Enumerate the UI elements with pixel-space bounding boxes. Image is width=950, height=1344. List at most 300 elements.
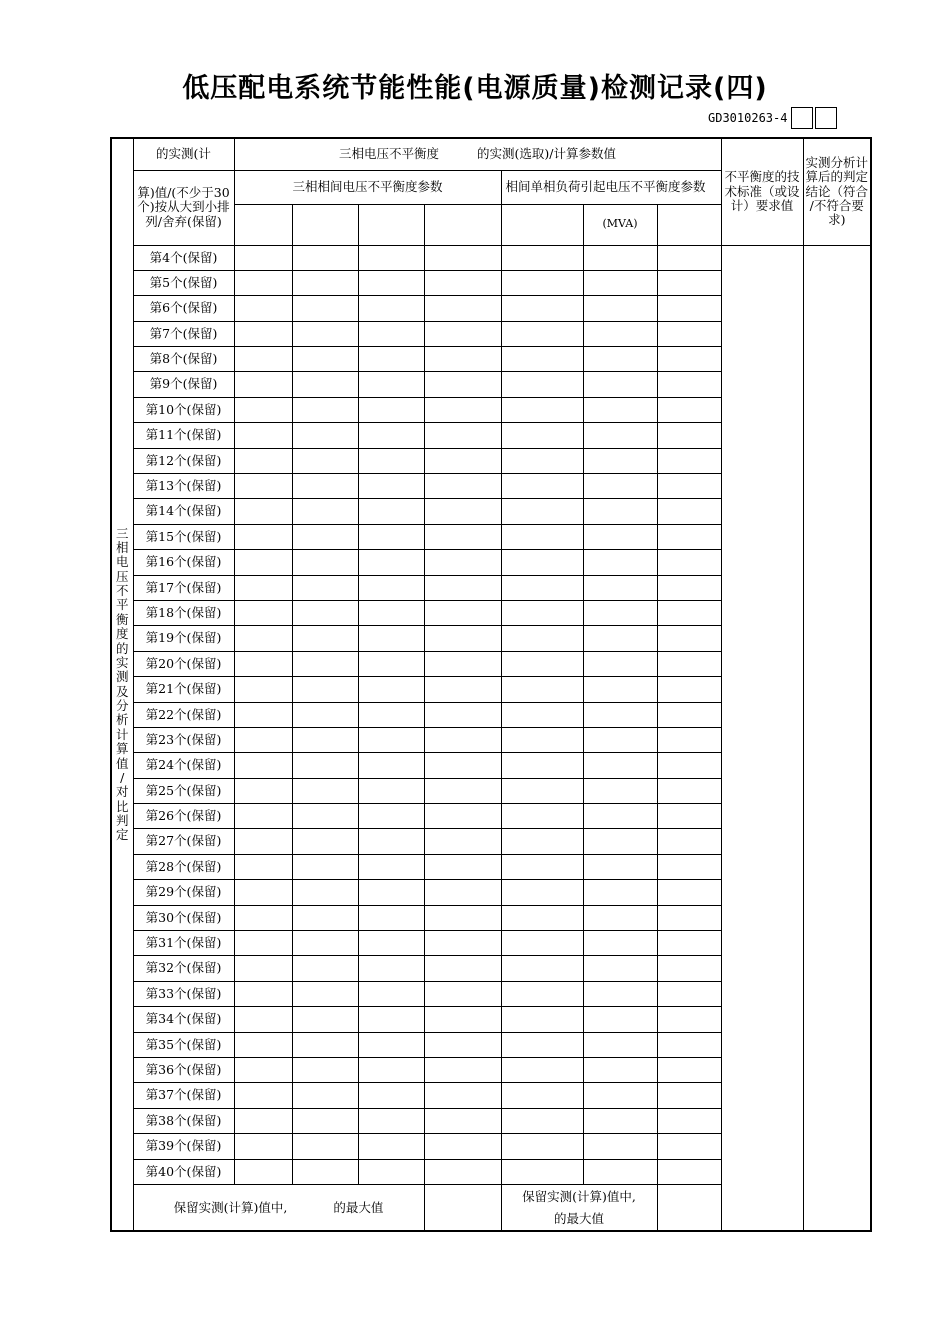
data-cell[interactable] [657, 677, 721, 702]
data-cell[interactable] [234, 905, 292, 930]
data-cell[interactable] [501, 499, 583, 524]
data-cell[interactable] [583, 1058, 657, 1083]
row-label: 第10个(保留) [133, 397, 234, 422]
data-cell[interactable] [424, 854, 501, 879]
data-cell[interactable] [292, 1159, 358, 1184]
data-cell[interactable] [234, 702, 292, 727]
data-cell[interactable] [292, 423, 358, 448]
data-cell[interactable] [424, 474, 501, 499]
data-cell[interactable] [234, 677, 292, 702]
data-cell[interactable] [292, 321, 358, 346]
data-cell[interactable] [358, 270, 424, 295]
data-cell[interactable] [501, 1007, 583, 1032]
data-cell[interactable] [583, 1032, 657, 1057]
data-cell[interactable] [292, 474, 358, 499]
data-cell[interactable] [657, 1058, 721, 1083]
data-cell[interactable] [292, 981, 358, 1006]
data-cell[interactable] [657, 423, 721, 448]
data-cell[interactable] [424, 1083, 501, 1108]
row-label: 第18个(保留) [133, 600, 234, 625]
data-cell[interactable] [234, 397, 292, 422]
data-cell[interactable] [657, 880, 721, 905]
data-cell[interactable] [657, 829, 721, 854]
row-label: 第14个(保留) [133, 499, 234, 524]
data-cell[interactable] [358, 804, 424, 829]
data-cell[interactable] [501, 474, 583, 499]
data-cell[interactable] [234, 600, 292, 625]
data-cell[interactable] [358, 575, 424, 600]
data-cell[interactable] [234, 981, 292, 1006]
data-cell[interactable] [657, 956, 721, 981]
data-cell[interactable] [234, 804, 292, 829]
data-cell[interactable] [501, 956, 583, 981]
conclusion-value-cell[interactable] [803, 245, 871, 1231]
side-label-char: 不 [115, 583, 129, 599]
data-cell[interactable] [424, 550, 501, 575]
data-cell[interactable] [292, 270, 358, 295]
data-cell[interactable] [657, 474, 721, 499]
data-cell[interactable] [358, 1108, 424, 1133]
data-cell[interactable] [292, 727, 358, 752]
data-cell[interactable] [501, 372, 583, 397]
data-cell[interactable] [358, 321, 424, 346]
data-cell[interactable] [501, 397, 583, 422]
data-cell[interactable] [424, 1134, 501, 1159]
data-cell[interactable] [657, 981, 721, 1006]
data-cell[interactable] [657, 702, 721, 727]
data-cell[interactable] [583, 804, 657, 829]
data-cell[interactable] [583, 347, 657, 372]
data-cell[interactable] [358, 347, 424, 372]
side-label-char: 相 [115, 539, 129, 555]
data-cell[interactable] [657, 575, 721, 600]
data-cell[interactable] [292, 1108, 358, 1133]
side-label-cell [111, 138, 133, 1231]
data-cell[interactable] [358, 296, 424, 321]
header-blank-cell[interactable] [234, 204, 292, 245]
data-cell[interactable] [424, 1007, 501, 1032]
data-cell[interactable] [657, 397, 721, 422]
footer-left-label [133, 1184, 424, 1231]
row-label: 第37个(保留) [133, 1083, 234, 1108]
data-cell[interactable] [234, 321, 292, 346]
data-cell[interactable] [501, 804, 583, 829]
data-cell[interactable] [501, 778, 583, 803]
data-cell[interactable] [424, 626, 501, 651]
row-label: 第31个(保留) [133, 931, 234, 956]
data-cell[interactable] [358, 931, 424, 956]
data-cell[interactable] [234, 854, 292, 879]
data-cell[interactable] [424, 423, 501, 448]
data-cell[interactable] [358, 474, 424, 499]
data-cell[interactable] [501, 753, 583, 778]
side-label-char: 算 [115, 741, 129, 757]
data-cell[interactable] [501, 651, 583, 676]
row-label: 第29个(保留) [133, 880, 234, 905]
data-cell[interactable] [358, 397, 424, 422]
data-cell[interactable] [501, 550, 583, 575]
data-cell[interactable] [358, 753, 424, 778]
data-cell[interactable] [358, 702, 424, 727]
data-cell[interactable] [292, 550, 358, 575]
data-cell[interactable] [583, 474, 657, 499]
data-cell[interactable] [234, 931, 292, 956]
row-label: 第23个(保留) [133, 727, 234, 752]
data-cell[interactable] [234, 499, 292, 524]
data-cell[interactable] [501, 448, 583, 473]
data-cell[interactable] [358, 778, 424, 803]
data-cell[interactable] [583, 905, 657, 930]
row-label: 第13个(保留) [133, 474, 234, 499]
data-cell[interactable] [424, 651, 501, 676]
data-cell[interactable] [424, 1058, 501, 1083]
data-cell[interactable] [583, 651, 657, 676]
data-cell[interactable] [424, 804, 501, 829]
data-cell[interactable] [657, 296, 721, 321]
data-cell[interactable] [234, 1007, 292, 1032]
data-cell[interactable] [292, 778, 358, 803]
data-cell[interactable] [501, 575, 583, 600]
data-cell[interactable] [657, 499, 721, 524]
side-label-char: 析 [115, 712, 129, 728]
data-cell[interactable] [358, 626, 424, 651]
data-cell[interactable] [657, 854, 721, 879]
data-cell[interactable] [657, 804, 721, 829]
data-cell[interactable] [424, 880, 501, 905]
data-cell[interactable] [583, 981, 657, 1006]
data-cell[interactable] [501, 347, 583, 372]
data-cell[interactable] [358, 1058, 424, 1083]
data-cell[interactable] [292, 448, 358, 473]
data-cell[interactable] [501, 600, 583, 625]
data-cell[interactable] [424, 397, 501, 422]
data-cell[interactable] [234, 753, 292, 778]
data-cell[interactable] [657, 651, 721, 676]
data-cell[interactable] [501, 1032, 583, 1057]
data-cell[interactable] [583, 575, 657, 600]
data-cell[interactable] [424, 575, 501, 600]
data-cell[interactable] [424, 347, 501, 372]
data-cell[interactable] [234, 727, 292, 752]
data-cell[interactable] [424, 524, 501, 549]
data-cell[interactable] [657, 524, 721, 549]
data-cell[interactable] [657, 347, 721, 372]
data-cell[interactable] [583, 753, 657, 778]
data-cell[interactable] [501, 524, 583, 549]
data-cell[interactable] [292, 829, 358, 854]
data-cell[interactable] [657, 778, 721, 803]
data-cell[interactable] [234, 423, 292, 448]
data-cell[interactable] [358, 651, 424, 676]
data-cell[interactable] [358, 1007, 424, 1032]
data-cell[interactable] [424, 753, 501, 778]
group-title-a: 三相电压不平衡度 [339, 146, 440, 162]
data-cell[interactable] [424, 1032, 501, 1057]
data-cell[interactable] [358, 981, 424, 1006]
header-blank-cell[interactable] [657, 204, 721, 245]
data-cell[interactable] [501, 905, 583, 930]
data-cell[interactable] [424, 321, 501, 346]
data-cell[interactable] [583, 372, 657, 397]
data-cell[interactable] [424, 270, 501, 295]
data-cell[interactable] [292, 905, 358, 930]
data-cell[interactable] [657, 1083, 721, 1108]
data-cell[interactable] [424, 727, 501, 752]
data-cell[interactable] [501, 626, 583, 651]
data-cell[interactable] [292, 1032, 358, 1057]
data-cell[interactable] [292, 931, 358, 956]
data-cell[interactable] [292, 600, 358, 625]
data-cell[interactable] [501, 677, 583, 702]
data-cell[interactable] [424, 245, 501, 270]
data-cell[interactable] [234, 270, 292, 295]
data-cell[interactable] [424, 1159, 501, 1184]
side-label-char: 定 [115, 827, 129, 843]
data-cell[interactable] [292, 499, 358, 524]
data-cell[interactable] [657, 1007, 721, 1032]
footer-right-b: 的最大值 [553, 1210, 604, 1226]
data-cell[interactable] [292, 753, 358, 778]
data-cell[interactable] [583, 321, 657, 346]
data-cell[interactable] [583, 1007, 657, 1032]
data-cell[interactable] [583, 854, 657, 879]
data-cell[interactable] [292, 626, 358, 651]
header-blank-cell[interactable] [358, 204, 424, 245]
data-cell[interactable] [501, 245, 583, 270]
data-cell[interactable] [292, 296, 358, 321]
data-cell[interactable] [583, 829, 657, 854]
data-cell[interactable] [501, 1083, 583, 1108]
row-label: 第21个(保留) [133, 677, 234, 702]
data-cell[interactable] [234, 372, 292, 397]
data-cell[interactable] [657, 448, 721, 473]
data-cell[interactable] [583, 880, 657, 905]
row-label: 第19个(保留) [133, 626, 234, 651]
data-cell[interactable] [358, 423, 424, 448]
data-cell[interactable] [501, 1159, 583, 1184]
data-cell[interactable] [292, 956, 358, 981]
data-cell[interactable] [358, 829, 424, 854]
data-cell[interactable] [234, 296, 292, 321]
data-cell[interactable] [424, 677, 501, 702]
data-cell[interactable] [583, 524, 657, 549]
data-cell[interactable] [501, 423, 583, 448]
data-cell[interactable] [234, 1083, 292, 1108]
data-cell[interactable] [292, 245, 358, 270]
data-cell[interactable] [358, 1159, 424, 1184]
data-cell[interactable] [583, 1159, 657, 1184]
data-cell[interactable] [292, 1007, 358, 1032]
data-cell[interactable] [292, 1134, 358, 1159]
data-cell[interactable] [583, 931, 657, 956]
data-cell[interactable] [657, 245, 721, 270]
data-cell[interactable] [657, 550, 721, 575]
data-cell[interactable] [234, 524, 292, 549]
data-cell[interactable] [292, 347, 358, 372]
data-cell[interactable] [358, 600, 424, 625]
data-cell[interactable] [358, 524, 424, 549]
data-cell[interactable] [501, 1134, 583, 1159]
data-cell[interactable] [583, 245, 657, 270]
data-cell[interactable] [424, 372, 501, 397]
data-cell[interactable] [501, 854, 583, 879]
data-cell[interactable] [501, 727, 583, 752]
data-cell[interactable] [358, 880, 424, 905]
side-label-char: / [120, 769, 125, 785]
data-cell[interactable] [424, 956, 501, 981]
data-cell[interactable] [657, 1108, 721, 1133]
data-cell[interactable] [292, 372, 358, 397]
data-cell[interactable] [657, 753, 721, 778]
data-cell[interactable] [234, 778, 292, 803]
data-cell[interactable] [234, 550, 292, 575]
code-box-2[interactable] [815, 107, 837, 129]
data-cell[interactable] [234, 626, 292, 651]
record-table [110, 137, 872, 1232]
side-label-char: 压 [115, 568, 129, 584]
data-cell[interactable] [501, 931, 583, 956]
data-cell[interactable] [583, 1108, 657, 1133]
data-cell[interactable] [234, 1108, 292, 1133]
data-cell[interactable] [583, 296, 657, 321]
side-label-char: 实 [115, 654, 129, 670]
data-cell[interactable] [424, 448, 501, 473]
data-cell[interactable] [234, 956, 292, 981]
data-cell[interactable] [657, 905, 721, 930]
data-cell[interactable] [358, 677, 424, 702]
footer-right-label [501, 1184, 657, 1231]
data-cell[interactable] [358, 956, 424, 981]
data-cell[interactable] [424, 905, 501, 930]
data-cell[interactable] [583, 778, 657, 803]
data-cell[interactable] [424, 981, 501, 1006]
data-cell[interactable] [358, 550, 424, 575]
data-cell[interactable] [583, 956, 657, 981]
data-cell[interactable] [358, 1083, 424, 1108]
data-cell[interactable] [292, 397, 358, 422]
header-blank-cell[interactable] [424, 204, 501, 245]
footer-left-value[interactable] [424, 1184, 501, 1231]
data-cell[interactable] [501, 829, 583, 854]
data-cell[interactable] [501, 981, 583, 1006]
data-cell[interactable] [583, 423, 657, 448]
data-cell[interactable] [657, 727, 721, 752]
data-cell[interactable] [234, 245, 292, 270]
data-cell[interactable] [292, 575, 358, 600]
data-cell[interactable] [234, 1058, 292, 1083]
data-cell[interactable] [501, 321, 583, 346]
data-cell[interactable] [292, 1083, 358, 1108]
data-cell[interactable] [424, 600, 501, 625]
data-cell[interactable] [292, 651, 358, 676]
data-cell[interactable] [424, 931, 501, 956]
data-cell[interactable] [657, 270, 721, 295]
page-title: 低压配电系统节能性能(电源质量)检测记录(四) [182, 73, 768, 104]
data-cell[interactable] [657, 931, 721, 956]
data-cell[interactable] [501, 1058, 583, 1083]
data-cell[interactable] [583, 677, 657, 702]
data-cell[interactable] [234, 448, 292, 473]
data-cell[interactable] [234, 829, 292, 854]
data-cell[interactable] [424, 702, 501, 727]
data-cell[interactable] [234, 1159, 292, 1184]
data-cell[interactable] [583, 1083, 657, 1108]
data-cell[interactable] [583, 600, 657, 625]
data-cell[interactable] [583, 270, 657, 295]
data-cell[interactable] [501, 296, 583, 321]
data-cell[interactable] [234, 880, 292, 905]
data-cell[interactable] [583, 727, 657, 752]
data-cell[interactable] [358, 854, 424, 879]
data-cell[interactable] [657, 1159, 721, 1184]
data-cell[interactable] [501, 702, 583, 727]
header-sub-b: 相间单相负荷引起电压不平衡度参数 [501, 170, 721, 204]
data-cell[interactable] [583, 499, 657, 524]
standard-value-cell[interactable] [721, 245, 803, 1231]
header-blank-cell[interactable] [501, 204, 583, 245]
row-label: 第35个(保留) [133, 1032, 234, 1057]
data-cell[interactable] [583, 626, 657, 651]
data-cell[interactable] [583, 702, 657, 727]
data-cell[interactable] [358, 727, 424, 752]
data-cell[interactable] [292, 880, 358, 905]
code-box-1[interactable] [791, 107, 813, 129]
data-cell[interactable] [234, 1134, 292, 1159]
data-cell[interactable] [358, 245, 424, 270]
data-cell[interactable] [424, 778, 501, 803]
data-cell[interactable] [424, 499, 501, 524]
data-cell[interactable] [424, 1108, 501, 1133]
side-label-char: 对 [115, 784, 129, 800]
data-cell[interactable] [657, 626, 721, 651]
data-cell[interactable] [358, 1032, 424, 1057]
data-cell[interactable] [501, 1108, 583, 1133]
data-cell[interactable] [358, 905, 424, 930]
data-cell[interactable] [292, 524, 358, 549]
data-cell[interactable] [234, 347, 292, 372]
data-cell[interactable] [234, 575, 292, 600]
data-cell[interactable] [358, 499, 424, 524]
data-cell[interactable] [583, 1134, 657, 1159]
data-cell[interactable] [657, 1032, 721, 1057]
data-cell[interactable] [657, 321, 721, 346]
data-cell[interactable] [501, 880, 583, 905]
data-cell[interactable] [424, 829, 501, 854]
data-cell[interactable] [292, 677, 358, 702]
data-cell[interactable] [234, 651, 292, 676]
data-cell[interactable] [292, 804, 358, 829]
data-cell[interactable] [358, 1134, 424, 1159]
data-cell[interactable] [292, 1058, 358, 1083]
data-cell[interactable] [583, 448, 657, 473]
data-cell[interactable] [358, 372, 424, 397]
header-blank-cell[interactable] [292, 204, 358, 245]
data-cell[interactable] [501, 270, 583, 295]
data-cell[interactable] [424, 296, 501, 321]
data-cell[interactable] [234, 474, 292, 499]
data-cell[interactable] [358, 448, 424, 473]
data-cell[interactable] [292, 854, 358, 879]
footer-right-value[interactable] [657, 1184, 721, 1231]
data-cell[interactable] [583, 550, 657, 575]
data-cell[interactable] [657, 600, 721, 625]
data-cell[interactable] [292, 702, 358, 727]
data-cell[interactable] [583, 397, 657, 422]
data-cell[interactable] [657, 372, 721, 397]
table-row [111, 245, 871, 270]
data-cell[interactable] [234, 1032, 292, 1057]
data-cell[interactable] [657, 1134, 721, 1159]
